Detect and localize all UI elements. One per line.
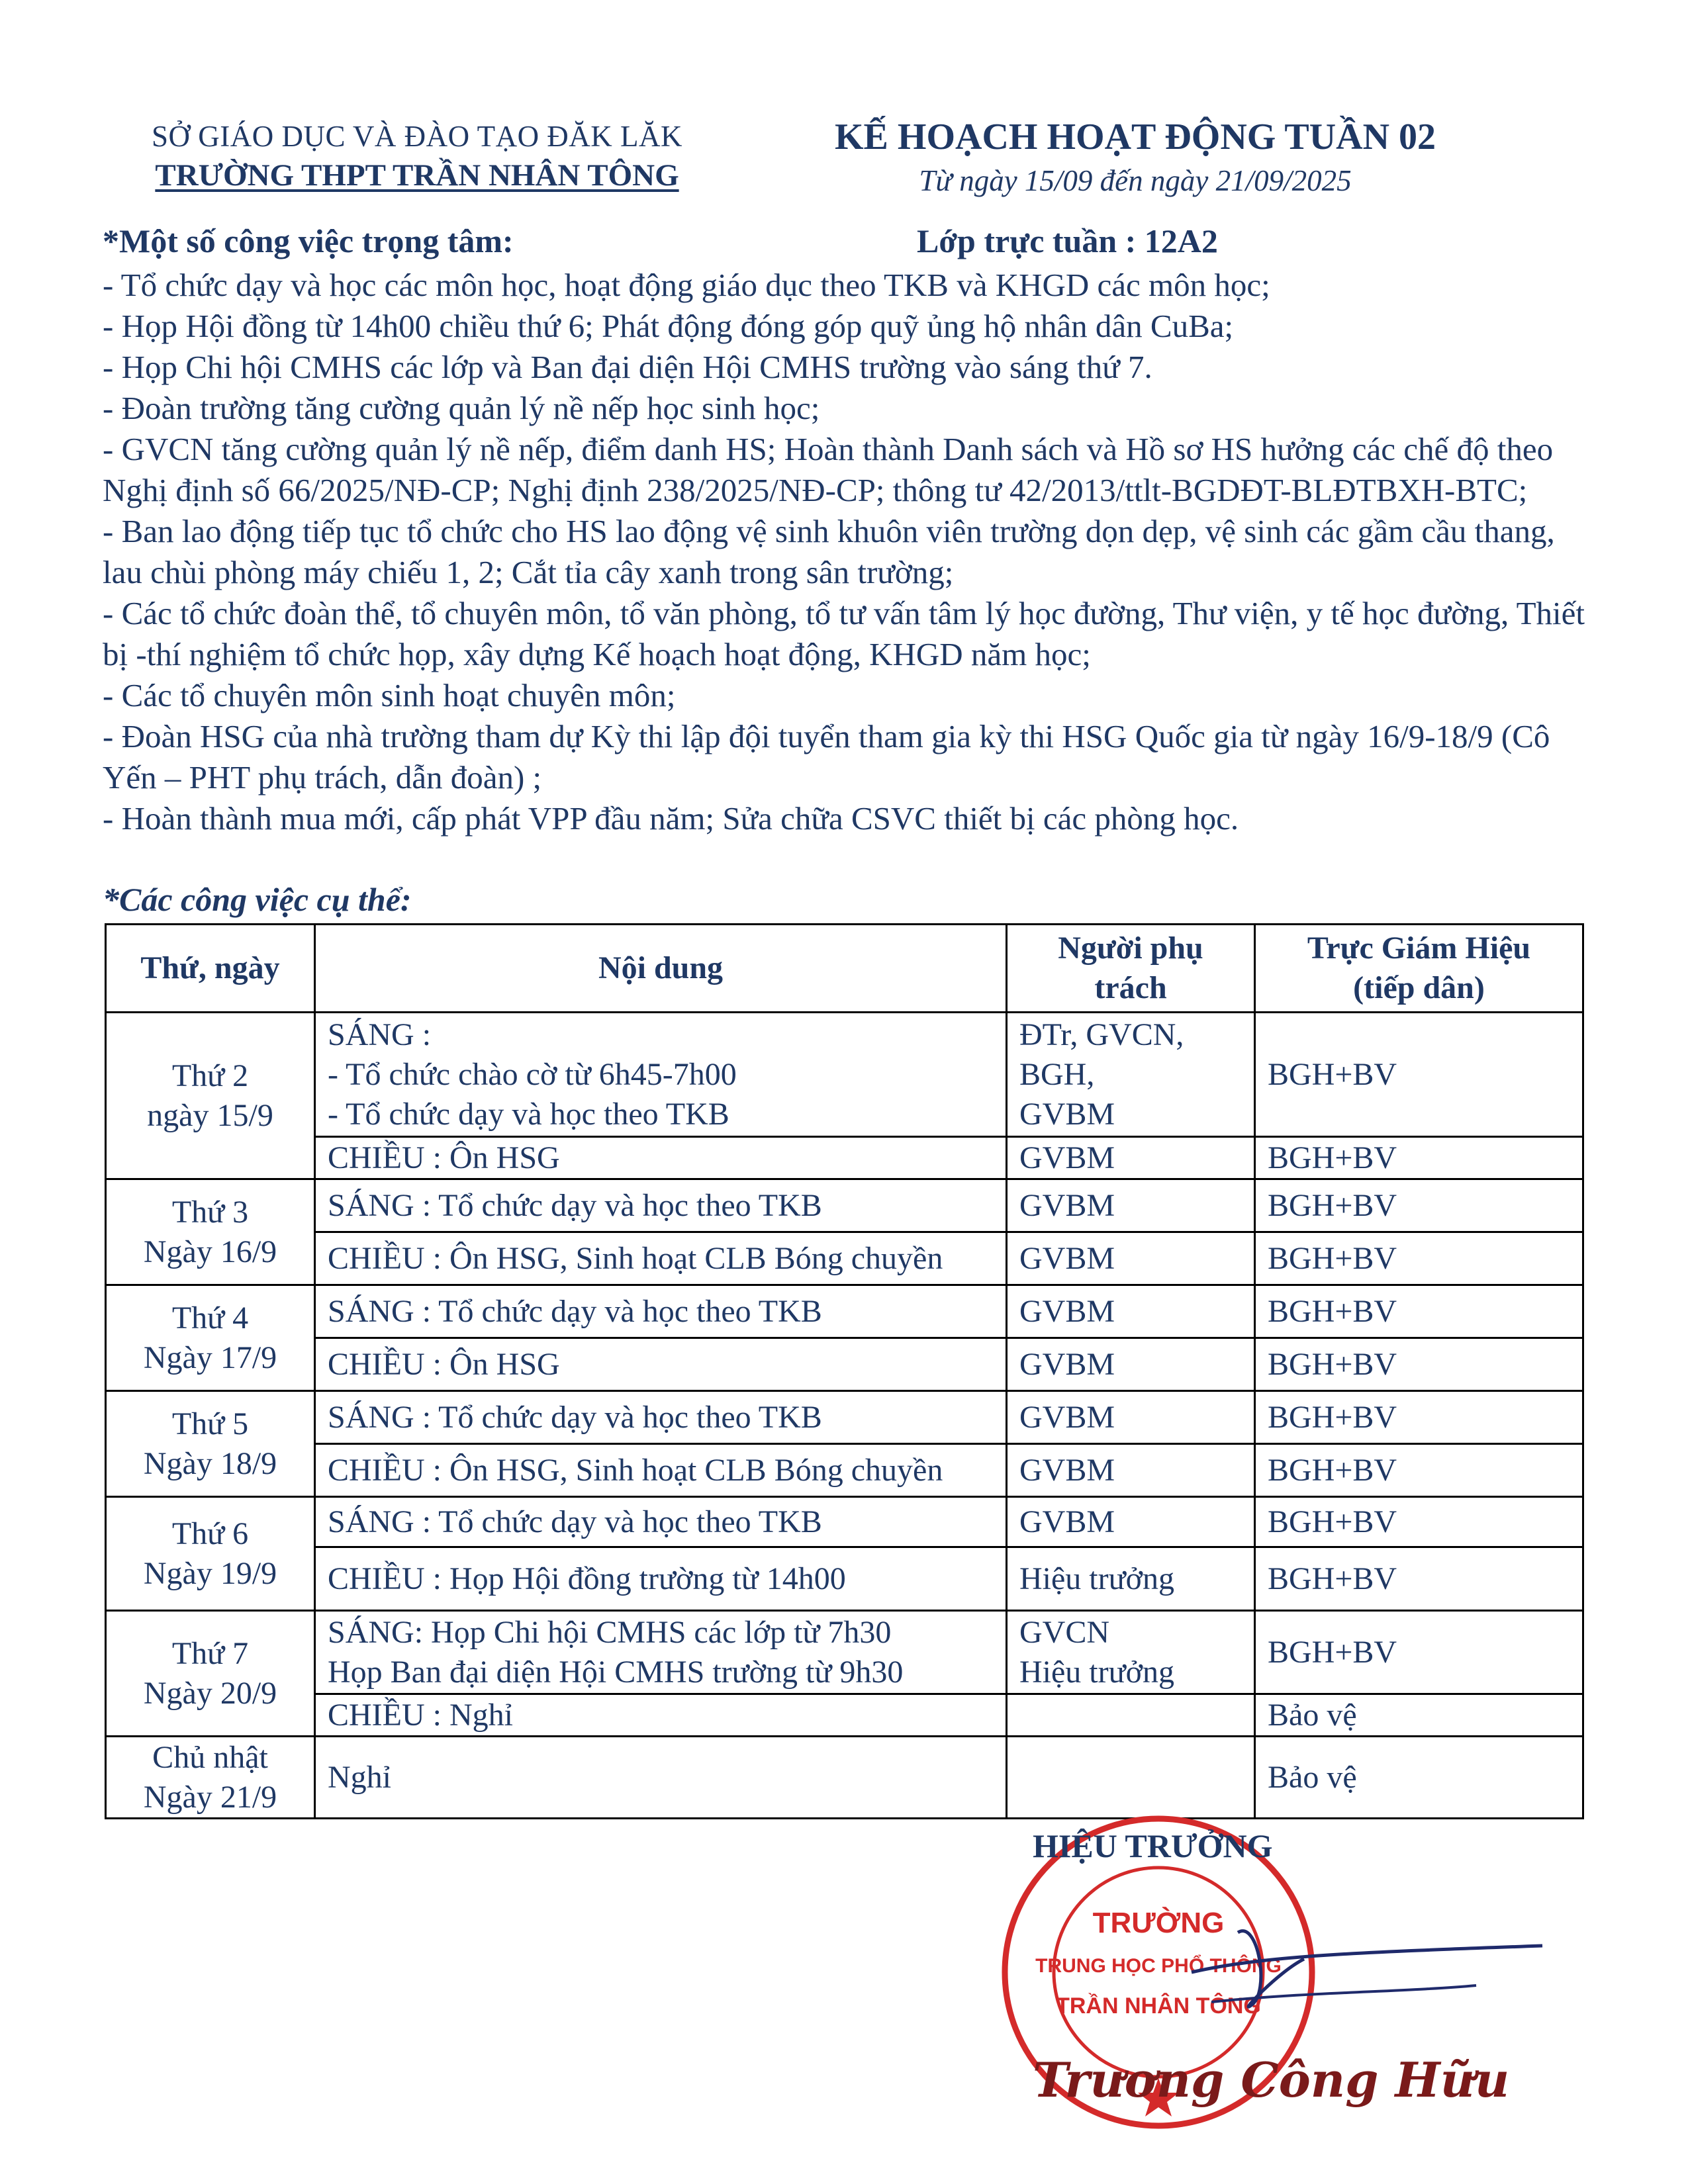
signer-name: Trương Công Hữu — [1033, 2052, 1510, 2108]
table-row — [106, 1547, 1583, 1611]
duty-cell: BGH+BV — [1255, 1611, 1583, 1694]
day-cell: Thứ 5 Ngày 18/9 — [106, 1391, 315, 1497]
duty-cell: BGH+BV — [1255, 1137, 1583, 1179]
person-cell: GVBM — [1007, 1444, 1255, 1497]
table-row — [106, 1013, 1583, 1137]
header-day: Thứ, ngày — [106, 925, 315, 1013]
signature-title: HIỆU TRƯỞNG — [1033, 1827, 1273, 1864]
day-cell: Thứ 4 Ngày 17/9 — [106, 1285, 315, 1391]
day-cell: Thứ 7 Ngày 20/9 — [106, 1611, 315, 1737]
header-person: Người phụ trách — [1007, 925, 1255, 1013]
task-item: - GVCN tăng cường quản lý nề nếp, điểm danh HS; Hoàn thành Danh sách và Hồ sơ HS hưởng các chế độ theo Nghị định số 66/2025/NĐ-CP; Nghị định 238/2025/NĐ-CP; thông tư 42/2013/ttlt-BGDĐT-BLĐTBXH-BTC; — [103, 431, 1554, 508]
person-cell — [1007, 1737, 1255, 1819]
header-right — [748, 116, 1523, 198]
table-row — [106, 1391, 1583, 1444]
duty-cell: BGH+BV — [1255, 1547, 1583, 1611]
date-range: Từ ngày 15/09 đến ngày 21/09/2025 — [919, 164, 1352, 197]
table-row — [106, 1444, 1583, 1497]
department-name: SỞ GIÁO DỤC VÀ ĐÀO TẠO ĐĂK LĂK — [151, 120, 683, 153]
table-row — [106, 1179, 1583, 1232]
content-cell: SÁNG: Họp Chi hội CMHS các lớp từ 7h30 Họp Ban đại diện Hội CMHS trường từ 9h30 — [315, 1611, 1007, 1694]
content-cell: CHIỀU : Ôn HSG — [315, 1137, 1007, 1179]
duty-cell: BGH+BV — [1255, 1179, 1583, 1232]
table-row — [106, 1137, 1583, 1179]
task-item: - Các tổ chuyên môn sinh hoạt chuyên môn; — [103, 677, 676, 713]
person-cell: GVBM — [1007, 1137, 1255, 1179]
task-item: - Ban lao động tiếp tục tổ chức cho HS lao động vệ sinh khuôn viên trường dọn dẹp, vệ sinh các gầm cầu thang, lau chùi phòng máy chiếu 1, 2; Cắt tỉa cây xanh trong sân trường; — [103, 513, 1555, 590]
day-cell: Thứ 6 Ngày 19/9 — [106, 1497, 315, 1611]
person-cell: ĐTr, GVCN, BGH, GVBM — [1007, 1013, 1255, 1137]
task-item: - Họp Chi hội CMHS các lớp và Ban đại diện Hội CMHS trường vào sáng thứ 7. — [103, 349, 1152, 385]
duty-cell: BGH+BV — [1255, 1013, 1583, 1137]
person-cell: GVBM — [1007, 1232, 1255, 1285]
table-row — [106, 1285, 1583, 1338]
person-cell: GVBM — [1007, 1179, 1255, 1232]
task-item: - Họp Hội đồng từ 14h00 chiều thứ 6; Phát động đóng góp quỹ ủng hộ nhân dân CuBa; — [103, 308, 1234, 344]
task-item: - Tổ chức dạy và học các môn học, hoạt động giáo dục theo TKB và KHGD các môn học; — [103, 267, 1270, 303]
duty-cell: BGH+BV — [1255, 1232, 1583, 1285]
task-item: - Hoàn thành mua mới, cấp phát VPP đầu năm; Sửa chữa CSVC thiết bị các phòng học. — [103, 800, 1239, 837]
content-cell: CHIỀU : Ôn HSG, Sinh hoạt CLB Bóng chuyền — [315, 1444, 1007, 1497]
focus-heading: *Một số công việc trọng tâm: — [103, 222, 514, 259]
school-name: TRƯỜNG THPT TRẦN NHÂN TÔNG — [155, 158, 679, 193]
table-row — [106, 1611, 1583, 1694]
day-cell: Thứ 3 Ngày 16/9 — [106, 1179, 315, 1285]
content-cell: CHIỀU : Ôn HSG, Sinh hoạt CLB Bóng chuyền — [315, 1232, 1007, 1285]
person-cell: GVCN Hiệu trưởng — [1007, 1611, 1255, 1694]
plan-title: KẾ HOẠCH HOẠT ĐỘNG TUẦN 02 — [834, 116, 1436, 158]
duty-cell: BGH+BV — [1255, 1391, 1583, 1444]
schedule-table — [105, 923, 1584, 1819]
person-cell: GVBM — [1007, 1285, 1255, 1338]
person-cell: GVBM — [1007, 1338, 1255, 1391]
table-row — [106, 1737, 1583, 1819]
duty-cell: BGH+BV — [1255, 1444, 1583, 1497]
content-cell: Nghỉ — [315, 1737, 1007, 1819]
svg-text:TRUNG HỌC PHỔ THÔNG: TRUNG HỌC PHỔ THÔNG — [1035, 1955, 1282, 1977]
table-header-row — [106, 925, 1583, 1013]
duty-cell: BGH+BV — [1255, 1285, 1583, 1338]
person-cell — [1007, 1694, 1255, 1737]
duty-cell: Bảo vệ — [1255, 1694, 1583, 1737]
task-item: - Các tổ chức đoàn thể, tổ chuyên môn, tổ văn phòng, tổ tư vấn tâm lý học đường, Thư viện, y tế học đường, Thiết bị -thí nghiệm tổ chức họp, xây dựng Kế hoạch hoạt động, KHGD năm học; — [103, 595, 1585, 672]
specific-heading: *Các công việc cụ thể: — [103, 881, 412, 918]
focus-row — [103, 222, 1599, 261]
header-left — [99, 119, 735, 193]
focus-task-list — [103, 265, 1599, 839]
person-cell: GVBM — [1007, 1391, 1255, 1444]
day-cell: Thứ 2 ngày 15/9 — [106, 1013, 315, 1179]
signature-stroke — [1185, 1893, 1556, 2025]
table-row — [106, 1338, 1583, 1391]
content-cell: CHIỀU : Ôn HSG — [315, 1338, 1007, 1391]
duty-cell: BGH+BV — [1255, 1338, 1583, 1391]
content-cell: SÁNG : Tổ chức dạy và học theo TKB — [315, 1179, 1007, 1232]
content-cell: SÁNG : Tổ chức dạy và học theo TKB — [315, 1497, 1007, 1547]
person-cell: GVBM — [1007, 1497, 1255, 1547]
svg-text:TRẦN NHÂN TÔNG: TRẦN NHÂN TÔNG — [1056, 1993, 1261, 2019]
table-row — [106, 1497, 1583, 1547]
content-cell: CHIỀU : Nghỉ — [315, 1694, 1007, 1737]
header-content: Nội dung — [315, 925, 1007, 1013]
svg-text:TRƯỜNG: TRƯỜNG — [1092, 1907, 1225, 1939]
content-cell: SÁNG : - Tổ chức chào cờ từ 6h45-7h00 - Tổ chức dạy và học theo TKB — [315, 1013, 1007, 1137]
duty-cell: Bảo vệ — [1255, 1737, 1583, 1819]
table-row — [106, 1694, 1583, 1737]
table-row — [106, 1232, 1583, 1285]
duty-cell: BGH+BV — [1255, 1497, 1583, 1547]
duty-class: Lớp trực tuần : 12A2 — [917, 222, 1218, 259]
content-cell: CHIỀU : Họp Hội đồng trường từ 14h00 — [315, 1547, 1007, 1611]
task-item: - Đoàn HSG của nhà trường tham dự Kỳ thi lập đội tuyển tham gia kỳ thi HSG Quốc gia từ ngày 16/9-18/9 (Cô Yến – PHT phụ trách, dẫn đoàn) ; — [103, 718, 1550, 796]
header-duty: Trực Giám Hiệu (tiếp dân) — [1255, 925, 1583, 1013]
person-cell: Hiệu trưởng — [1007, 1547, 1255, 1611]
task-item: - Đoàn trường tăng cường quản lý nề nếp học sinh học; — [103, 390, 820, 426]
content-cell: SÁNG : Tổ chức dạy và học theo TKB — [315, 1285, 1007, 1338]
day-cell: Chủ nhật Ngày 21/9 — [106, 1737, 315, 1819]
content-cell: SÁNG : Tổ chức dạy và học theo TKB — [315, 1391, 1007, 1444]
